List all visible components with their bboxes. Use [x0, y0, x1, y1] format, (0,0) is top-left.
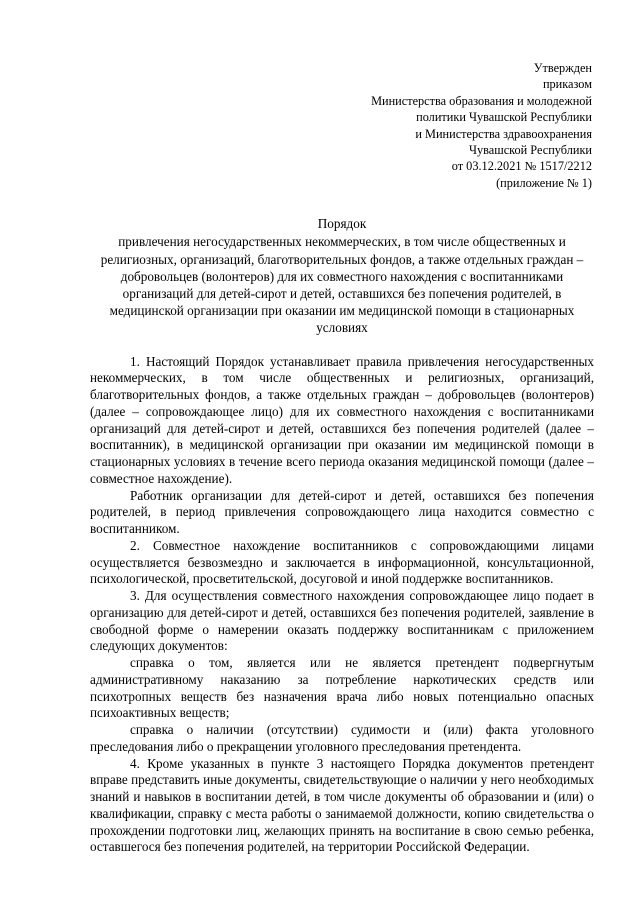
approval-line: Утвержден [533, 61, 592, 75]
document-title [90, 215, 594, 336]
document-body [90, 354, 594, 857]
approval-line: (приложение № 1) [496, 175, 592, 190]
approval-line: приказом [542, 77, 592, 92]
paragraph-3-item-1: справка о том, является или не является претендент подвергнутым административному наказанию за потребление наркотических средств или психотропных веществ без назначения врача либо новых потенциально опасных психоактивных веществ; [90, 655, 594, 721]
approval-line: от 03.12.2021 № 1517/2212 [451, 159, 592, 174]
paragraph-3-item-2: справка о наличии (отсутствии) судимости и (или) факта уголовного преследования либо о прекращении уголовного преследования претендента. [90, 722, 594, 754]
approval-line: Чувашской Республики [468, 143, 592, 158]
paragraph-2: 2. Совместное нахождение воспитанников с сопровождающими лицами осуществляется безвозмездно и заключается в информационной, консультационной, психологической, просветительской, досуговой и иной поддержке воспитанников. [90, 537, 594, 587]
approval-stamp [90, 60, 592, 191]
paragraph-1-note: Работник организации для детей-сирот и детей, оставшихся без попечения родителей, в период привлечения сопровождающего лица находится совместно с воспитанником. [90, 487, 594, 537]
paragraph-1: 1. Настоящий Порядок устанавливает правила привлечения негосударственных некоммерческих, в том числе общественных и религиозных, организаций, благотворительных фондов, а также отдельных граждан – добровольцев (волонтеров) (далее – сопровождающее лицо) для их совместного нахождения с воспитанниками организаций для детей-сирот и детей, оставшихся без попечения родителей (далее – воспитанник), в медицинской организации при оказании им медицинской помощи в стационарных условиях в течение всего периода оказания медицинской помощи (далее – совместное нахождение). [90, 353, 594, 486]
approval-line: Министерства образования и молодежной [371, 93, 592, 108]
approval-line: политики Чувашской Республики [416, 110, 592, 125]
title-heading: Порядок [317, 216, 367, 232]
paragraph-3: 3. Для осуществления совместного нахождения сопровождающее лицо подает в организацию для детей-сирот и детей, оставшихся без попечения родителей, заявление в свободной форме о намерении оказать поддержку воспитанникам с приложением следующих документов: [90, 588, 594, 654]
paragraph-4: 4. Кроме указанных в пункте 3 настоящего Порядка документов претендент вправе представить иные документы, свидетельствующие о наличии у него необходимых знаний и навыков в воспитании детей, в том числе документы об образовании и (или) о квалификации, справку с места работы о занимаемой должности, копию свидетельства о прохождении подготовки лиц, желающих принять на воспитание в свою семью ребенка, оставшегося без попечения родителей, на территории Российской Федерации. [90, 755, 594, 855]
approval-line: и Министерства здравоохранения [415, 126, 592, 141]
title-text: привлечения негосударственных некоммерческих, в том числе общественных и религиозных, организаций, благотворительных фондов, а также отдельных граждан – добровольцев (волонтеров) для их совместного нахождения с воспитанниками организаций для детей-сирот и детей, оставшихся без попечения родителей, в медицинской организации при оказании им медицинской помощи в стационарных условиях [100, 234, 584, 336]
